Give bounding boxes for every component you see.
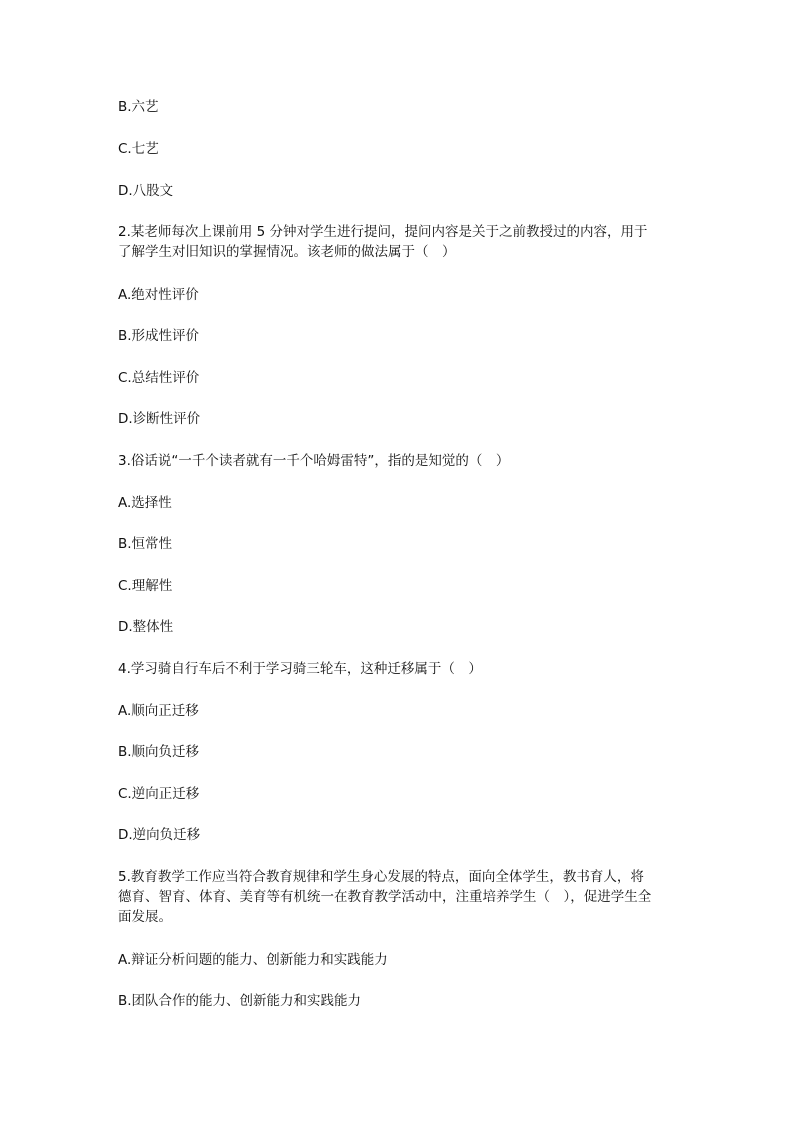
q2-stem: [118, 222, 678, 262]
q5-stem: [118, 867, 678, 927]
q4-option-d: D.逆向负迁移: [118, 827, 201, 843]
q1-option-d: D.八股文: [118, 183, 174, 199]
q3-option-c: C.理解性: [118, 578, 173, 594]
q2-stem-line-2: 了解学生对旧知识的掌握情况。该老师的做法属于（ ）: [118, 244, 456, 260]
q4-option-a: A.顺向正迁移: [118, 703, 199, 719]
q5-option-b: B.团队合作的能力、创新能力和实践能力: [118, 993, 362, 1009]
q5-option-a: A.辩证分析问题的能力、创新能力和实践能力: [118, 952, 388, 968]
q5-stem-line-2: 德育、智育、体育、美育等有机统一在教育教学活动中，注重培养学生（ ），促进学生全: [118, 889, 652, 905]
q4-option-b: B.顺向负迁移: [118, 744, 200, 760]
q2-option-c: C.总结性评价: [118, 370, 200, 386]
q5-stem-line-3: 面发展。: [118, 909, 172, 925]
q2-stem-line-1: 2.某老师每次上课前用 5 分钟对学生进行提问，提问内容是关于之前教授过的内容，用于: [118, 224, 648, 240]
q1-option-c: C.七艺: [118, 141, 159, 157]
q2-option-b: B.形成性评价: [118, 328, 200, 344]
q3-option-d: D.整体性: [118, 619, 174, 635]
q1-option-b: B.六艺: [118, 99, 159, 115]
q3-option-a: A.选择性: [118, 495, 172, 511]
q2-option-a: A.绝对性评价: [118, 287, 199, 303]
q3-option-b: B.恒常性: [118, 536, 173, 552]
q4-stem: 4.学习骑自行车后不利于学习骑三轮车，这种迁移属于（ ）: [118, 661, 482, 677]
q5-stem-line-1: 5.教育教学工作应当符合教育规律和学生身心发展的特点，面向全体学生，教书育人，将: [118, 869, 644, 885]
q3-stem: 3.俗话说“一千个读者就有一千个哈姆雷特”，指的是知觉的（ ）: [118, 453, 510, 469]
q4-option-c: C.逆向正迁移: [118, 786, 200, 802]
q2-option-d: D.诊断性评价: [118, 411, 201, 427]
